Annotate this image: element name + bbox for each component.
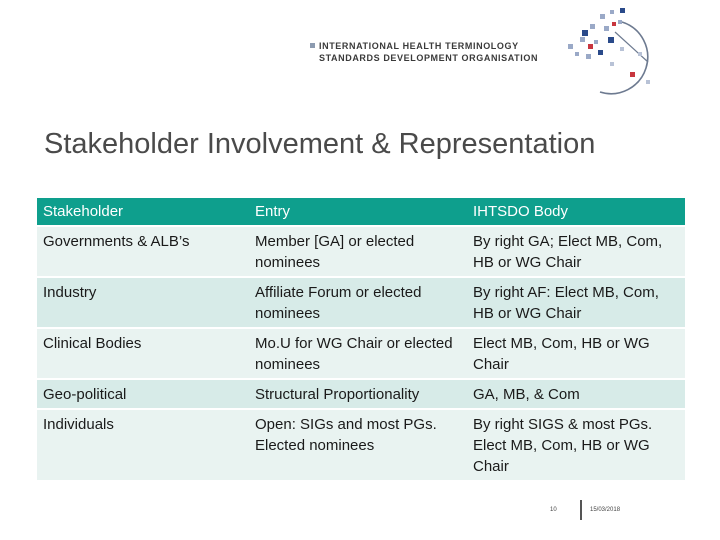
table-row — [37, 379, 685, 409]
column-header-ihtsdo-body: IHTSDO Body — [467, 197, 685, 226]
cell-stakeholder: Governments & ALB’s — [43, 233, 190, 250]
cell-stakeholder: Industry — [43, 284, 97, 301]
table-row — [37, 226, 685, 277]
cell-body: Elect MB, Com, HB or WG Chair — [473, 335, 650, 373]
cell-body: By right GA; Elect MB, Com, HB or WG Chair — [473, 233, 663, 271]
cell-body: By right AF: Elect MB, Com, HB or WG Chair — [473, 284, 659, 322]
table-row — [37, 409, 685, 480]
bullet-icon — [310, 43, 315, 48]
org-line-1: INTERNATIONAL HEALTH TERMINOLOGY — [319, 41, 519, 51]
cell-stakeholder: Individuals — [43, 416, 114, 433]
cell-stakeholder: Geo-political — [43, 386, 127, 403]
cell-entry: Open: SIGs and most PGs. Elected nominees — [255, 416, 437, 454]
stakeholder-table — [37, 196, 685, 480]
cell-entry: Mo.U for WG Chair or elected nominees — [255, 335, 453, 373]
cell-entry: Structural Proportionality — [255, 386, 420, 403]
page-number: 10 — [550, 507, 557, 513]
table-row — [37, 328, 685, 379]
cell-body: By right SIGS & most PGs. Elect MB, Com, HB or WG Chair — [473, 416, 653, 475]
organisation-name — [310, 40, 538, 64]
cell-entry: Member [GA] or elected nominees — [255, 233, 415, 271]
cell-stakeholder: Clinical Bodies — [43, 335, 142, 352]
cell-body: GA, MB, & Com — [473, 386, 580, 403]
footer-divider — [580, 500, 582, 520]
dotted-globe-logo-icon — [560, 2, 670, 102]
column-header-entry: Entry — [249, 197, 467, 226]
table-row — [37, 277, 685, 328]
table-header-row — [37, 197, 685, 226]
column-header-stakeholder: Stakeholder — [37, 197, 249, 226]
org-line-2: STANDARDS DEVELOPMENT ORGANISATION — [319, 53, 539, 63]
cell-entry: Affiliate Forum or elected nominees — [255, 284, 422, 322]
slide-title: Stakeholder Involvement & Representation — [44, 128, 596, 160]
footer-date: 15/03/2018 — [590, 507, 621, 513]
